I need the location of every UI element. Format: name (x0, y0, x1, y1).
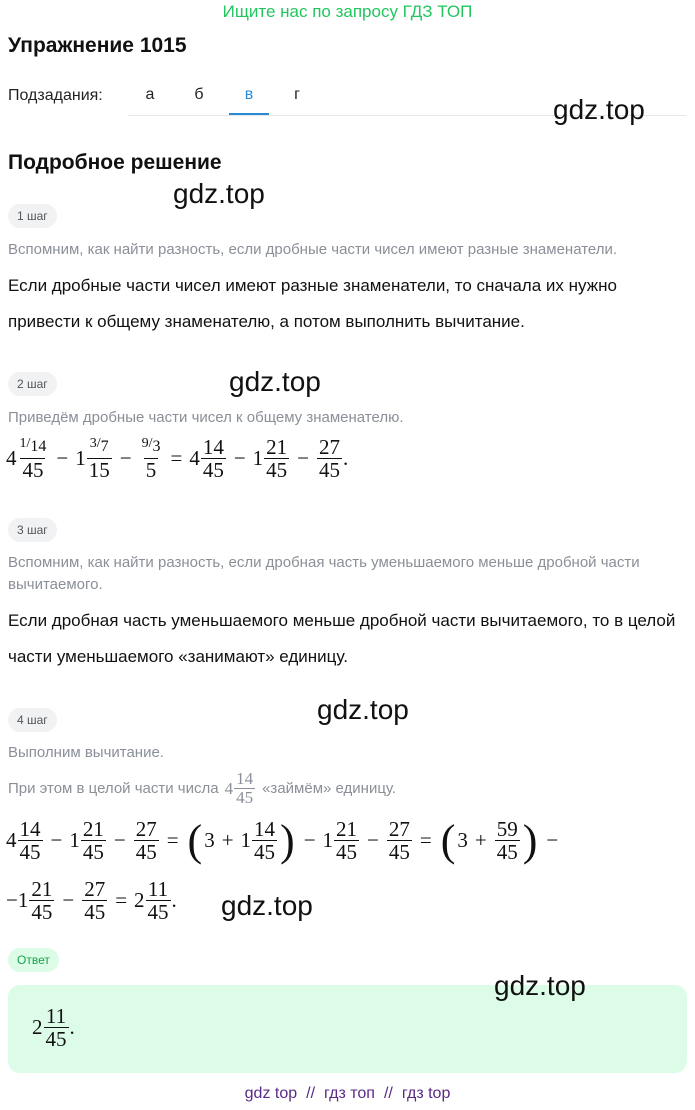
footer-links (0, 1085, 695, 1103)
active-tab-indicator (229, 113, 269, 115)
step-hint: Выполним вычитание. (8, 744, 164, 761)
subtasks-label: Подзадания: (8, 87, 103, 104)
step-badge: 3 шаг (8, 518, 57, 542)
step-hint-borrow: При этом в целой части числа 4 $\frac{14}{45}$ «займём» единицу. (8, 769, 397, 807)
tab-a[interactable]: а (145, 86, 155, 103)
step-badge: 4 шаг (8, 708, 57, 732)
footer-separator: // (383, 1085, 393, 1102)
step-2-formula: 4 $\frac{1/14}{45}$ − 1 $\frac{3/7}{15}$ − $\frac{9/3}{5}$ = 4 $\frac{14}{45}$ − 1 $\frac{21}{45}$ − $\frac{27}{45}$ . (6, 435, 349, 482)
tab-g[interactable]: г (294, 86, 300, 103)
footer-link[interactable]: гдз top (401, 1085, 451, 1102)
watermark: gdz.top (317, 694, 409, 725)
step-hint: Вспомним, как найти разность, если дробные части чисел имеют разные знаменатели. (8, 241, 618, 258)
watermark: gdz.top (553, 94, 645, 125)
page-title: Упражнение 1015 (8, 34, 187, 57)
watermark: gdz.top (494, 970, 586, 1001)
watermark: gdz.top (173, 178, 265, 209)
watermark: gdz.top (229, 366, 321, 397)
tab-v[interactable]: в (244, 86, 254, 103)
step-text: Если дробная часть уменьшаемого меньше дробной части вычитаемого, то в целой части уменьшаемого «занимают» единицу. (8, 611, 676, 666)
step-hint: Приведём дробные части чисел к общему знаменателю. (8, 409, 404, 426)
promo-banner[interactable]: Ищите нас по запросу ГДЗ ТОП (222, 2, 473, 21)
section-title: Подробное решение (8, 151, 222, 174)
answer-formula: 2 $\frac{11}{45}$ . (32, 1004, 75, 1051)
step-text: Если дробные части чисел имеют разные знаменатели, то сначала их нужно привести к общему знаменателю, а потом выполнить вычитание. (8, 276, 617, 331)
footer-separator: // (306, 1085, 316, 1102)
answer-badge: Ответ (8, 948, 59, 972)
step-4-formula-line-1: 4 $\frac{14}{45}$ − 1 $\frac{21}{45}$ − $\frac{27}{45}$ = ( 3 + 1 $\frac{14}{45}$ ) − 1 $\frac{21}{45}$ − $\frac{27}{45}$ = ( 3 + $\frac{59}{45}$ ) − (6, 815, 559, 865)
step-badge: 2 шаг (8, 372, 57, 396)
footer-link[interactable]: gdz top (244, 1085, 298, 1102)
watermark: gdz.top (221, 890, 313, 921)
step-4-formula-line-2: − 1 $\frac{21}{45}$ − $\frac{27}{45}$ = 2 $\frac{11}{45}$ . (6, 877, 177, 924)
step-badge: 1 шаг (8, 204, 57, 228)
tab-b[interactable]: б (194, 86, 204, 103)
footer-link[interactable]: гдз топ (324, 1085, 375, 1102)
step-hint: Вспомним, как найти разность, если дробная часть уменьшаемого меньше дробной части вычитаемого. (8, 554, 640, 593)
